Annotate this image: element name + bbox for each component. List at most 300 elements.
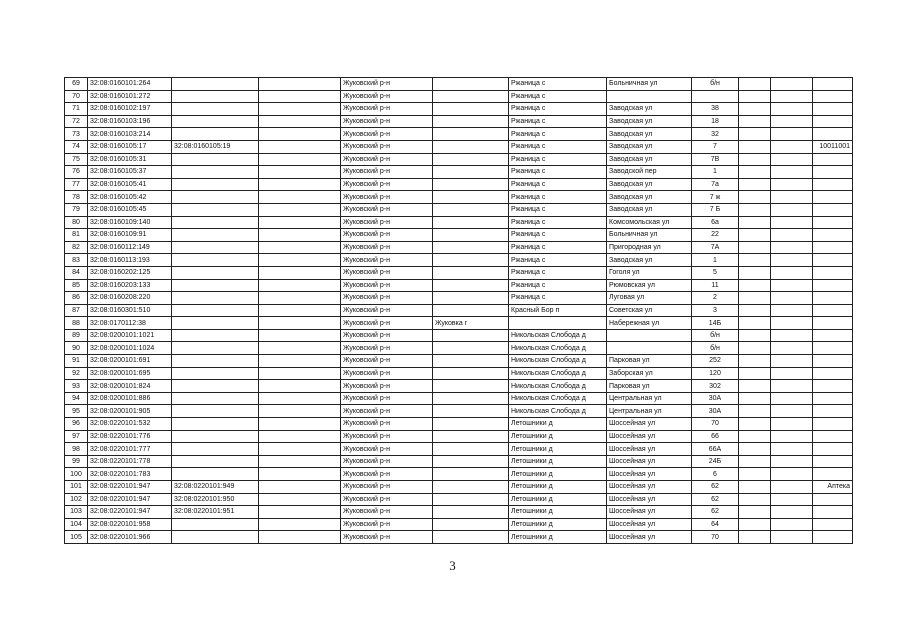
empty-cell <box>739 481 771 494</box>
district-cell: Жуковский р-н <box>341 128 433 141</box>
city-cell <box>433 329 509 342</box>
city-cell <box>433 166 509 179</box>
table-row <box>65 518 853 531</box>
empty-cell <box>771 178 813 191</box>
empty-cell <box>771 103 813 116</box>
city-cell <box>433 254 509 267</box>
linked-cadastral-cell <box>172 367 259 380</box>
city-cell <box>433 418 509 431</box>
row-number-cell: 81 <box>65 229 88 242</box>
note-cell <box>813 317 853 330</box>
linked-cadastral-cell <box>172 115 259 128</box>
empty-cell <box>771 279 813 292</box>
empty-cell <box>771 191 813 204</box>
table-row <box>65 90 853 103</box>
empty-cell <box>259 266 341 279</box>
street-cell: Заводская ул <box>607 178 692 191</box>
empty-cell <box>739 203 771 216</box>
linked-cadastral-cell <box>172 78 259 91</box>
city-cell <box>433 241 509 254</box>
district-cell: Жуковский р-н <box>341 241 433 254</box>
row-number-cell: 71 <box>65 103 88 116</box>
street-cell: Заводская ул <box>607 191 692 204</box>
empty-cell <box>739 279 771 292</box>
register-table <box>64 77 853 544</box>
locality-cell: Ржаница с <box>509 203 607 216</box>
district-cell: Жуковский р-н <box>341 367 433 380</box>
linked-cadastral-cell: 32:08:0220101:950 <box>172 493 259 506</box>
note-cell <box>813 216 853 229</box>
district-cell: Жуковский р-н <box>341 405 433 418</box>
row-number-cell: 83 <box>65 254 88 267</box>
locality-cell: Летошники д <box>509 418 607 431</box>
linked-cadastral-cell <box>172 443 259 456</box>
row-number-cell: 69 <box>65 78 88 91</box>
linked-cadastral-cell <box>172 279 259 292</box>
locality-cell: Ржаница с <box>509 216 607 229</box>
cadastral-number-cell: 32:08:0200101:691 <box>88 355 172 368</box>
empty-cell <box>739 317 771 330</box>
empty-cell <box>771 455 813 468</box>
street-cell: Заводской пер <box>607 166 692 179</box>
empty-cell <box>259 392 341 405</box>
note-cell <box>813 329 853 342</box>
district-cell: Жуковский р-н <box>341 531 433 544</box>
house-number-cell: б/н <box>692 329 739 342</box>
street-cell: Рюмовская ул <box>607 279 692 292</box>
house-number-cell: 6 <box>692 468 739 481</box>
empty-cell <box>771 468 813 481</box>
locality-cell: Ржаница с <box>509 103 607 116</box>
district-cell: Жуковский р-н <box>341 115 433 128</box>
table-row <box>65 455 853 468</box>
empty-cell <box>259 203 341 216</box>
empty-cell <box>739 455 771 468</box>
note-cell <box>813 405 853 418</box>
empty-cell <box>739 128 771 141</box>
note-cell <box>813 443 853 456</box>
linked-cadastral-cell <box>172 203 259 216</box>
table-row <box>65 241 853 254</box>
district-cell: Жуковский р-н <box>341 140 433 153</box>
empty-cell <box>739 443 771 456</box>
empty-cell <box>771 90 813 103</box>
district-cell: Жуковский р-н <box>341 481 433 494</box>
empty-cell <box>771 481 813 494</box>
house-number-cell: 62 <box>692 506 739 519</box>
house-number-cell: б/н <box>692 342 739 355</box>
district-cell: Жуковский р-н <box>341 266 433 279</box>
linked-cadastral-cell <box>172 266 259 279</box>
locality-cell: Никольская Слобода д <box>509 329 607 342</box>
empty-cell <box>771 203 813 216</box>
city-cell <box>433 506 509 519</box>
empty-cell <box>259 405 341 418</box>
house-number-cell: 38 <box>692 103 739 116</box>
empty-cell <box>739 90 771 103</box>
row-number-cell: 97 <box>65 430 88 443</box>
district-cell: Жуковский р-н <box>341 468 433 481</box>
house-number-cell: 252 <box>692 355 739 368</box>
linked-cadastral-cell <box>172 103 259 116</box>
empty-cell <box>259 254 341 267</box>
linked-cadastral-cell: 32:08:0220101:951 <box>172 506 259 519</box>
district-cell: Жуковский р-н <box>341 392 433 405</box>
note-cell: Аптека <box>813 481 853 494</box>
cadastral-number-cell: 32:08:0160301:510 <box>88 304 172 317</box>
city-cell <box>433 140 509 153</box>
empty-cell <box>739 506 771 519</box>
locality-cell: Ржаница с <box>509 266 607 279</box>
row-number-cell: 80 <box>65 216 88 229</box>
city-cell <box>433 392 509 405</box>
district-cell: Жуковский р-н <box>341 304 433 317</box>
empty-cell <box>259 78 341 91</box>
empty-cell <box>771 254 813 267</box>
street-cell: Шоссейная ул <box>607 493 692 506</box>
empty-cell <box>739 418 771 431</box>
table-row <box>65 418 853 431</box>
street-cell: Шоссейная ул <box>607 531 692 544</box>
empty-cell <box>739 254 771 267</box>
house-number-cell <box>692 90 739 103</box>
linked-cadastral-cell <box>172 191 259 204</box>
note-cell <box>813 342 853 355</box>
locality-cell: Летошники д <box>509 531 607 544</box>
locality-cell: Никольская Слобода д <box>509 367 607 380</box>
locality-cell: Ржаница с <box>509 90 607 103</box>
empty-cell <box>739 191 771 204</box>
locality-cell: Никольская Слобода д <box>509 355 607 368</box>
empty-cell <box>739 229 771 242</box>
row-number-cell: 74 <box>65 140 88 153</box>
note-cell <box>813 531 853 544</box>
cadastral-number-cell: 32:08:0200101:886 <box>88 392 172 405</box>
district-cell: Жуковский р-н <box>341 342 433 355</box>
row-number-cell: 104 <box>65 518 88 531</box>
note-cell <box>813 279 853 292</box>
city-cell <box>433 455 509 468</box>
empty-cell <box>771 506 813 519</box>
city-cell: Жуковка г <box>433 317 509 330</box>
empty-cell <box>259 128 341 141</box>
cadastral-number-cell: 32:08:0160105:37 <box>88 166 172 179</box>
note-cell <box>813 166 853 179</box>
house-number-cell: 64 <box>692 518 739 531</box>
row-number-cell: 75 <box>65 153 88 166</box>
note-cell <box>813 506 853 519</box>
empty-cell <box>739 493 771 506</box>
street-cell: Шоссейная ул <box>607 443 692 456</box>
locality-cell: Ржаница с <box>509 178 607 191</box>
cadastral-number-cell: 32:08:0160105:41 <box>88 178 172 191</box>
table-row <box>65 203 853 216</box>
note-cell <box>813 128 853 141</box>
house-number-cell: 70 <box>692 531 739 544</box>
note-cell <box>813 418 853 431</box>
locality-cell: Летошники д <box>509 443 607 456</box>
empty-cell <box>771 443 813 456</box>
street-cell: Заводская ул <box>607 254 692 267</box>
house-number-cell: 62 <box>692 493 739 506</box>
city-cell <box>433 355 509 368</box>
empty-cell <box>259 292 341 305</box>
row-number-cell: 93 <box>65 380 88 393</box>
linked-cadastral-cell <box>172 254 259 267</box>
row-number-cell: 90 <box>65 342 88 355</box>
house-number-cell: 7 Б <box>692 203 739 216</box>
table-row <box>65 342 853 355</box>
row-number-cell: 101 <box>65 481 88 494</box>
street-cell: Больничная ул <box>607 78 692 91</box>
linked-cadastral-cell <box>172 166 259 179</box>
empty-cell <box>739 153 771 166</box>
locality-cell: Летошники д <box>509 481 607 494</box>
cadastral-number-cell: 32:08:0160103:214 <box>88 128 172 141</box>
row-number-cell: 70 <box>65 90 88 103</box>
city-cell <box>433 216 509 229</box>
locality-cell: Ржаница с <box>509 115 607 128</box>
locality-cell: Никольская Слобода д <box>509 405 607 418</box>
locality-cell: Ржаница с <box>509 191 607 204</box>
street-cell: Гоголя ул <box>607 266 692 279</box>
note-cell <box>813 241 853 254</box>
empty-cell <box>771 518 813 531</box>
empty-cell <box>771 367 813 380</box>
table-row <box>65 166 853 179</box>
locality-cell: Летошники д <box>509 468 607 481</box>
empty-cell <box>259 418 341 431</box>
note-cell <box>813 292 853 305</box>
empty-cell <box>771 304 813 317</box>
table-row <box>65 531 853 544</box>
table-row <box>65 115 853 128</box>
empty-cell <box>739 355 771 368</box>
district-cell: Жуковский р-н <box>341 443 433 456</box>
linked-cadastral-cell <box>172 531 259 544</box>
empty-cell <box>259 178 341 191</box>
empty-cell <box>259 304 341 317</box>
street-cell: Шоссейная ул <box>607 430 692 443</box>
linked-cadastral-cell <box>172 90 259 103</box>
empty-cell <box>259 317 341 330</box>
empty-cell <box>739 78 771 91</box>
city-cell <box>433 468 509 481</box>
row-number-cell: 84 <box>65 266 88 279</box>
linked-cadastral-cell <box>172 329 259 342</box>
street-cell <box>607 90 692 103</box>
cadastral-number-cell: 32:08:0160101:264 <box>88 78 172 91</box>
table-row <box>65 266 853 279</box>
row-number-cell: 95 <box>65 405 88 418</box>
note-cell <box>813 266 853 279</box>
empty-cell <box>771 355 813 368</box>
cadastral-number-cell: 32:08:0160109:140 <box>88 216 172 229</box>
cadastral-number-cell: 32:08:0160103:196 <box>88 115 172 128</box>
empty-cell <box>739 342 771 355</box>
locality-cell: Никольская Слобода д <box>509 380 607 393</box>
cadastral-number-cell: 32:08:0200101:1024 <box>88 342 172 355</box>
table-body <box>65 78 853 544</box>
empty-cell <box>739 103 771 116</box>
table-row <box>65 254 853 267</box>
locality-cell: Ржаница с <box>509 254 607 267</box>
street-cell: Заводская ул <box>607 103 692 116</box>
empty-cell <box>259 367 341 380</box>
note-cell <box>813 355 853 368</box>
locality-cell: Ржаница с <box>509 78 607 91</box>
street-cell: Центральная ул <box>607 392 692 405</box>
city-cell <box>433 266 509 279</box>
street-cell: Луговая ул <box>607 292 692 305</box>
cadastral-number-cell: 32:08:0200101:695 <box>88 367 172 380</box>
cadastral-number-cell: 32:08:0160105:17 <box>88 140 172 153</box>
cadastral-number-cell: 32:08:0160105:42 <box>88 191 172 204</box>
city-cell <box>433 191 509 204</box>
district-cell: Жуковский р-н <box>341 78 433 91</box>
empty-cell <box>771 78 813 91</box>
district-cell: Жуковский р-н <box>341 203 433 216</box>
row-number-cell: 77 <box>65 178 88 191</box>
row-number-cell: 102 <box>65 493 88 506</box>
cadastral-number-cell: 32:08:0220101:776 <box>88 430 172 443</box>
cadastral-number-cell: 32:08:0220101:947 <box>88 493 172 506</box>
street-cell: Комсомольская ул <box>607 216 692 229</box>
cadastral-number-cell: 32:08:0220101:958 <box>88 518 172 531</box>
table-row <box>65 292 853 305</box>
table-row <box>65 140 853 153</box>
city-cell <box>433 115 509 128</box>
linked-cadastral-cell <box>172 355 259 368</box>
house-number-cell: 7 <box>692 140 739 153</box>
locality-cell: Ржаница с <box>509 153 607 166</box>
empty-cell <box>739 166 771 179</box>
empty-cell <box>771 430 813 443</box>
house-number-cell: 6а <box>692 216 739 229</box>
linked-cadastral-cell <box>172 229 259 242</box>
district-cell: Жуковский р-н <box>341 355 433 368</box>
cadastral-number-cell: 32:08:0160105:31 <box>88 153 172 166</box>
cadastral-number-cell: 32:08:0160203:133 <box>88 279 172 292</box>
house-number-cell: 7В <box>692 153 739 166</box>
house-number-cell: 18 <box>692 115 739 128</box>
row-number-cell: 85 <box>65 279 88 292</box>
empty-cell <box>771 317 813 330</box>
empty-cell <box>739 430 771 443</box>
house-number-cell: 7а <box>692 178 739 191</box>
house-number-cell: 30А <box>692 405 739 418</box>
row-number-cell: 72 <box>65 115 88 128</box>
city-cell <box>433 279 509 292</box>
cadastral-number-cell: 32:08:0220101:947 <box>88 506 172 519</box>
table-row <box>65 78 853 91</box>
row-number-cell: 100 <box>65 468 88 481</box>
district-cell: Жуковский р-н <box>341 90 433 103</box>
empty-cell <box>739 329 771 342</box>
street-cell: Парковая ул <box>607 355 692 368</box>
empty-cell <box>259 342 341 355</box>
house-number-cell: 30А <box>692 392 739 405</box>
note-cell <box>813 153 853 166</box>
linked-cadastral-cell: 32:08:0220101:949 <box>172 481 259 494</box>
linked-cadastral-cell <box>172 216 259 229</box>
house-number-cell: б/н <box>692 78 739 91</box>
house-number-cell: 7А <box>692 241 739 254</box>
empty-cell <box>771 392 813 405</box>
cadastral-number-cell: 32:08:0160202:125 <box>88 266 172 279</box>
city-cell <box>433 367 509 380</box>
empty-cell <box>259 103 341 116</box>
district-cell: Жуковский р-н <box>341 178 433 191</box>
empty-cell <box>771 153 813 166</box>
note-cell <box>813 90 853 103</box>
table-row <box>65 506 853 519</box>
locality-cell: Красный Бор п <box>509 304 607 317</box>
empty-cell <box>259 380 341 393</box>
city-cell <box>433 103 509 116</box>
linked-cadastral-cell <box>172 342 259 355</box>
empty-cell <box>771 380 813 393</box>
house-number-cell: 62 <box>692 481 739 494</box>
row-number-cell: 73 <box>65 128 88 141</box>
city-cell <box>433 342 509 355</box>
table-row <box>65 304 853 317</box>
house-number-cell: 302 <box>692 380 739 393</box>
cadastral-number-cell: 32:08:0160101:272 <box>88 90 172 103</box>
city-cell <box>433 304 509 317</box>
locality-cell: Летошники д <box>509 506 607 519</box>
empty-cell <box>771 292 813 305</box>
locality-cell: Ржаница с <box>509 140 607 153</box>
empty-cell <box>739 531 771 544</box>
note-cell <box>813 392 853 405</box>
locality-cell: Ржаница с <box>509 292 607 305</box>
table-row <box>65 443 853 456</box>
note-cell <box>813 254 853 267</box>
table-row <box>65 493 853 506</box>
table-row <box>65 405 853 418</box>
empty-cell <box>771 531 813 544</box>
cadastral-number-cell: 32:08:0220101:778 <box>88 455 172 468</box>
city-cell <box>433 178 509 191</box>
house-number-cell: 14Б <box>692 317 739 330</box>
note-cell <box>813 367 853 380</box>
street-cell: Парковая ул <box>607 380 692 393</box>
district-cell: Жуковский р-н <box>341 455 433 468</box>
empty-cell <box>259 115 341 128</box>
table-row <box>65 216 853 229</box>
linked-cadastral-cell <box>172 317 259 330</box>
street-cell: Заводская ул <box>607 115 692 128</box>
street-cell: Шоссейная ул <box>607 468 692 481</box>
district-cell: Жуковский р-н <box>341 329 433 342</box>
locality-cell: Никольская Слобода д <box>509 392 607 405</box>
street-cell: Советская ул <box>607 304 692 317</box>
cadastral-number-cell: 32:08:0200101:824 <box>88 380 172 393</box>
linked-cadastral-cell <box>172 392 259 405</box>
locality-cell: Летошники д <box>509 518 607 531</box>
empty-cell <box>771 115 813 128</box>
cadastral-number-cell: 32:08:0160208:220 <box>88 292 172 305</box>
table-row <box>65 178 853 191</box>
linked-cadastral-cell <box>172 455 259 468</box>
row-number-cell: 94 <box>65 392 88 405</box>
city-cell <box>433 531 509 544</box>
empty-cell <box>771 241 813 254</box>
empty-cell <box>259 153 341 166</box>
table-row <box>65 355 853 368</box>
row-number-cell: 96 <box>65 418 88 431</box>
